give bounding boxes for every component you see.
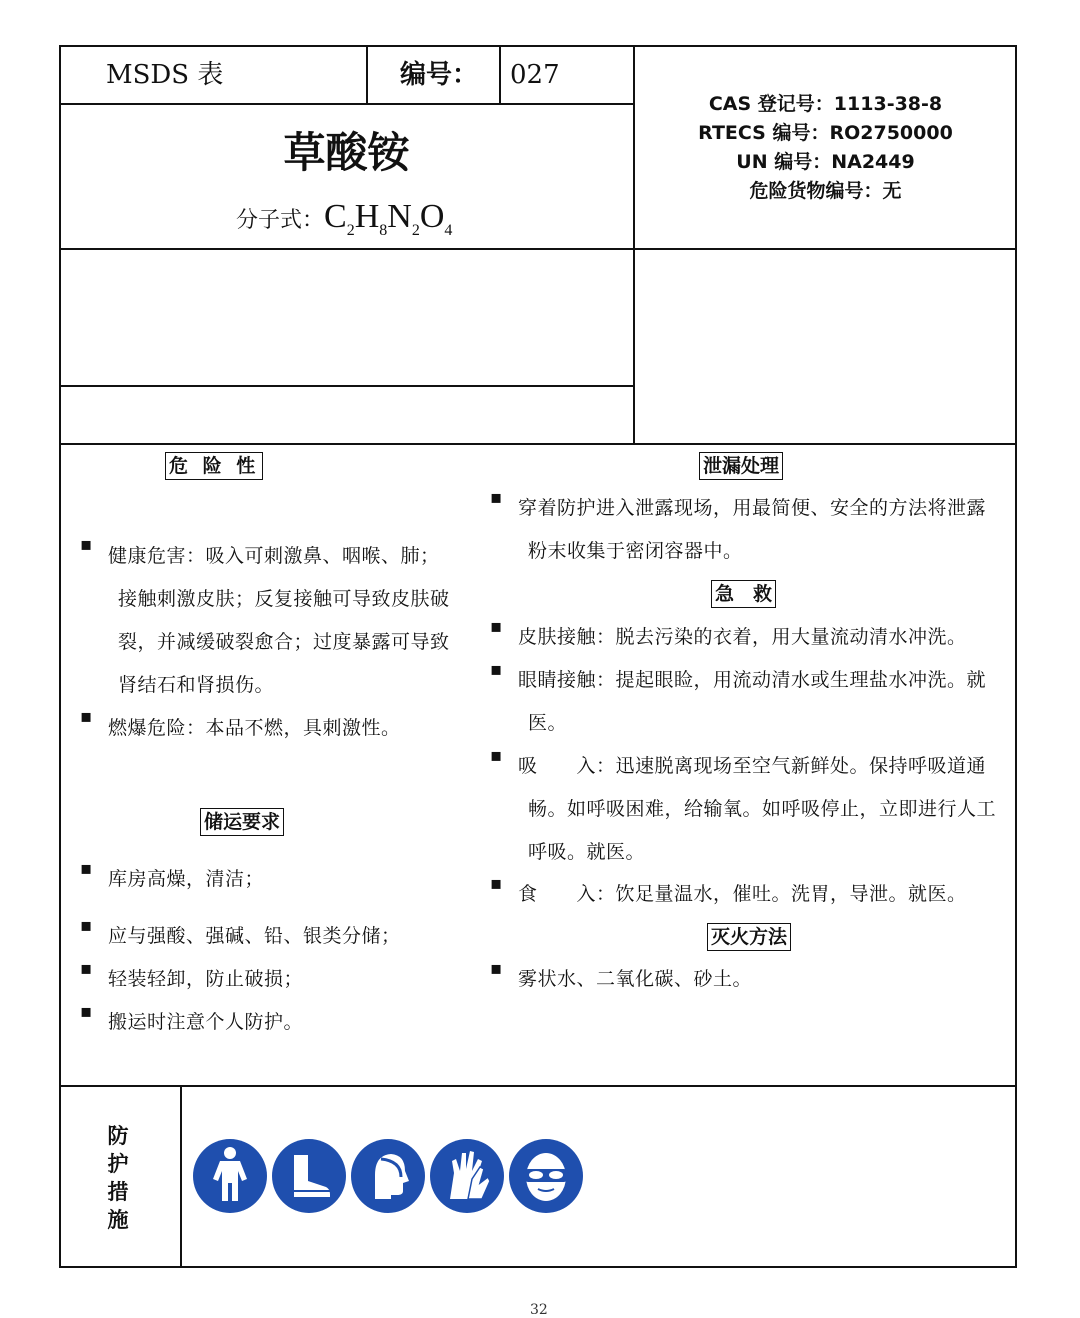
fire-title: 灭火方法: [707, 923, 791, 951]
first-aid-line: 眼睛接触：提起眼睑，用流动清水或生理盐水冲洗。就: [518, 669, 987, 691]
bullet: ▪: [490, 745, 503, 766]
cas-number: CAS 登记号：1113-38-8: [708, 93, 943, 115]
face-shield-icon: [351, 1139, 425, 1213]
bullet: ▪: [490, 958, 503, 979]
safety-goggles-icon: [509, 1139, 583, 1213]
bullet: ▪: [490, 659, 503, 680]
divider: [59, 248, 1017, 250]
protection-label: 防 护 措 施: [107, 1124, 129, 1232]
storage-line: 应与强酸、强碱、铅、银类分储；: [108, 925, 401, 947]
hazard-line: 接触刺激皮肤；反复接触可导致皮肤破: [118, 588, 450, 610]
storage-line: 轻装轻卸，防止破损；: [108, 968, 304, 990]
protective-gloves-icon: [430, 1139, 504, 1213]
spill-title: 泄漏处理: [699, 452, 783, 480]
hazard-line: 肾结石和肾损伤。: [118, 674, 275, 696]
bullet: ▪: [80, 534, 93, 555]
bullet: ▪: [490, 873, 503, 894]
divider: [366, 45, 368, 104]
dangerous-goods-number: 危险货物编号：无: [749, 180, 902, 202]
first-aid-line: 医。: [528, 712, 568, 734]
bullet: ▪: [80, 858, 93, 879]
bullet: ▪: [80, 1001, 93, 1022]
protective-suit-icon: [193, 1139, 267, 1213]
storage-title: 储运要求: [200, 808, 284, 836]
rtecs-number: RTECS 编号：RO2750000: [698, 122, 953, 144]
safety-boots-icon: [272, 1139, 346, 1213]
hazard-line: 裂，并减缓破裂愈合；过度暴露可导致: [118, 631, 450, 653]
first-aid-line: 呼吸。就医。: [528, 841, 646, 863]
divider: [499, 45, 501, 104]
storage-line: 搬运时注意个人防护。: [108, 1011, 304, 1033]
molecular-formula: $C_2H_8N_2O_4$: [324, 198, 453, 239]
first-aid-line: 食 入：饮足量温水，催吐。洗胃，导泄。就医。: [518, 883, 967, 905]
identifier-block: [634, 90, 1017, 206]
number-label: 编号：: [400, 60, 479, 90]
hazard-title: 危 险 性: [165, 452, 263, 480]
hazard-line: 燃爆危险：本品不燃，具刺激性。: [108, 717, 401, 739]
spill-line: 穿着防护进入泄露现场，用最简便、安全的方法将泄露: [518, 497, 987, 519]
bullet: ▪: [80, 706, 93, 727]
bullet: ▪: [490, 487, 503, 508]
chemical-name: 草酸铵: [283, 128, 410, 177]
bullet: ▪: [80, 915, 93, 936]
bullet: ▪: [80, 958, 93, 979]
number-value: 027: [510, 60, 560, 90]
first-aid-line: 吸 入：迅速脱离现场至空气新鲜处。保持呼吸道通: [518, 755, 987, 777]
divider: [59, 103, 634, 105]
bullet: ▪: [490, 616, 503, 637]
formula-label: 分子式：: [236, 208, 325, 233]
divider: [180, 1085, 182, 1268]
spill-line: 粉末收集于密闭容器中。: [528, 540, 743, 562]
fire-line: 雾状水、二氧化碳、砂土。: [518, 968, 753, 990]
hazard-line: 健康危害：吸入可刺激鼻、咽喉、肺；: [108, 545, 440, 567]
first-aid-line: 畅。如呼吸困难，给输氧。如呼吸停止，立即进行人工: [528, 798, 997, 820]
divider: [59, 1085, 1017, 1087]
first-aid-line: 皮肤接触：脱去污染的衣着，用大量流动清水冲洗。: [518, 626, 967, 648]
doc-type: MSDS 表: [106, 60, 224, 90]
storage-line: 库房高燥，清洁；: [108, 868, 265, 890]
formula-row: [236, 198, 452, 240]
divider: [59, 443, 1017, 445]
page-number: 32: [530, 1302, 548, 1318]
un-number: UN 编号：NA2449: [736, 151, 915, 173]
first-aid-title: 急 救: [711, 580, 776, 608]
divider: [59, 385, 634, 387]
